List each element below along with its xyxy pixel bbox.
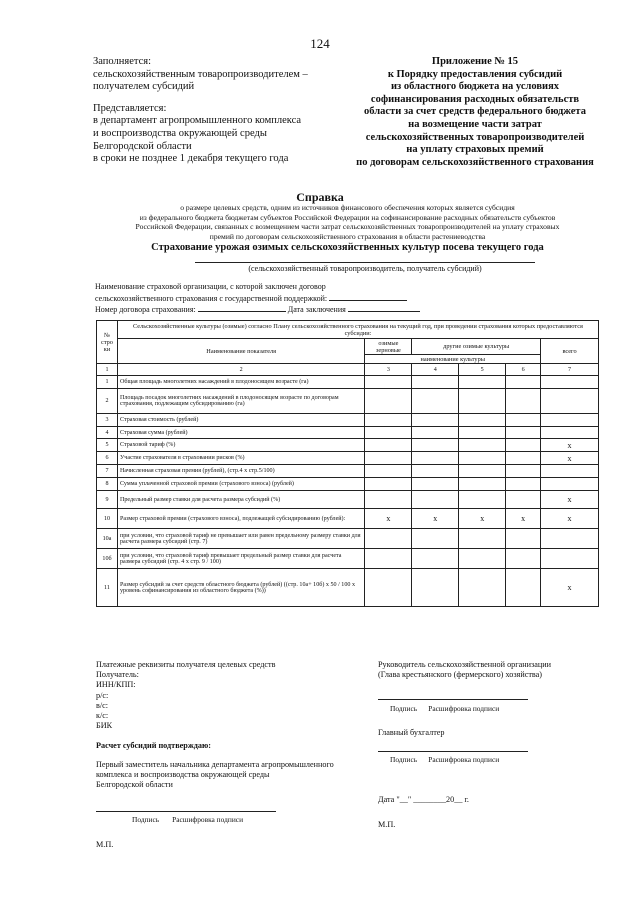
winter-grain-header: озимые зерновые bbox=[365, 339, 412, 355]
row-number: 1 bbox=[97, 376, 118, 389]
insurer-line: сельскохозяйственного страхования с государственной поддержкой: bbox=[95, 293, 328, 303]
value-cell[interactable] bbox=[541, 427, 599, 439]
value-cell[interactable] bbox=[365, 529, 412, 549]
header-right bbox=[340, 56, 610, 169]
value-cell[interactable] bbox=[459, 439, 506, 452]
subtitle-line: Российской Федерации, связанных с возмещением части затрат сельскохозяйственных товаропроизводителей на уплату страховых bbox=[135, 222, 560, 232]
value-cell[interactable] bbox=[365, 376, 412, 389]
value-cell[interactable] bbox=[541, 465, 599, 478]
table-row bbox=[97, 509, 599, 529]
official-line: Первый заместитель начальника департамента агропромышленного bbox=[96, 759, 334, 769]
row-indicator: Участие страхователя в страховании рисков (%) bbox=[117, 452, 364, 465]
table-row bbox=[97, 478, 599, 491]
contract-number-label: Номер договора страхования: bbox=[95, 305, 196, 314]
value-cell[interactable] bbox=[506, 439, 541, 452]
row-number: 9 bbox=[97, 491, 118, 509]
fill-line: получателем субсидий bbox=[93, 81, 195, 93]
recipient-caption: (сельскохозяйственный товаропроизводитель, получатель субсидий) bbox=[248, 264, 482, 273]
value-cell[interactable] bbox=[459, 569, 506, 607]
submit-line: Представляется: bbox=[93, 102, 167, 114]
value-cell[interactable] bbox=[365, 414, 412, 427]
submit-line: Белгородской области bbox=[93, 140, 192, 152]
insurer-block bbox=[95, 282, 420, 315]
table-row bbox=[97, 465, 599, 478]
value-cell[interactable] bbox=[412, 439, 459, 452]
row-indicator: при условии, что страховой тариф превышает предельный размер ставки для расчета размера субсидий (стр. 4 х стр. 9 / 100) bbox=[117, 549, 364, 569]
row-number: 10б bbox=[97, 549, 118, 569]
row-number: 10 bbox=[97, 509, 118, 529]
value-cell[interactable] bbox=[412, 465, 459, 478]
row-indicator: Размер субсидий за счет средств областного бюджета (рублей) ((стр. 10а+ 10б) х 50 / 100 х уровень софинансирования из областного бюджета (%)) bbox=[117, 569, 364, 607]
value-cell[interactable] bbox=[506, 376, 541, 389]
value-cell[interactable]: x bbox=[365, 509, 412, 529]
confirm-label: Расчет субсидий подтверждаю: bbox=[96, 741, 211, 751]
date-line[interactable]: Дата "__" ________20__ г. bbox=[378, 795, 469, 805]
value-cell[interactable] bbox=[412, 478, 459, 491]
crop-name-header: наименование культуры bbox=[365, 355, 541, 364]
table-row bbox=[97, 414, 599, 427]
value-cell[interactable] bbox=[365, 439, 412, 452]
page-number: 124 bbox=[310, 36, 330, 51]
value-cell[interactable] bbox=[459, 465, 506, 478]
value-cell[interactable] bbox=[541, 478, 599, 491]
appendix-line: по договорам сельскохозяйственного страхования bbox=[356, 156, 594, 168]
value-cell[interactable] bbox=[412, 427, 459, 439]
table-row bbox=[97, 491, 599, 509]
value-cell[interactable] bbox=[412, 376, 459, 389]
value-cell[interactable] bbox=[459, 414, 506, 427]
subsidy-table bbox=[96, 320, 599, 607]
value-cell[interactable] bbox=[541, 389, 599, 414]
table-row bbox=[97, 452, 599, 465]
value-cell[interactable]: x bbox=[541, 509, 599, 529]
row-indicator: Страховой тариф (%) bbox=[117, 439, 364, 452]
value-cell[interactable] bbox=[412, 529, 459, 549]
table-row bbox=[97, 389, 599, 414]
value-cell[interactable] bbox=[412, 452, 459, 465]
row-number: 10а bbox=[97, 529, 118, 549]
value-cell[interactable] bbox=[506, 549, 541, 569]
appendix-line: на возмещение части затрат bbox=[408, 118, 542, 130]
head-line: Руководитель сельскохозяйственной организации bbox=[378, 660, 552, 669]
table-row bbox=[97, 569, 599, 607]
appendix-line: софинансирования расходных обязательств bbox=[370, 93, 580, 105]
table-row bbox=[97, 376, 599, 389]
accountant-signature-line[interactable] bbox=[378, 742, 528, 752]
accountant-label: Главный бухгалтер bbox=[378, 727, 445, 737]
appendix-line: Приложение № 15 bbox=[431, 56, 519, 67]
value-cell[interactable] bbox=[506, 414, 541, 427]
index-cell: 6 bbox=[506, 364, 541, 376]
value-cell[interactable]: x bbox=[541, 491, 599, 509]
row-indicator: Размер страховой премии (страхового взноса), подлежащей субсидированию (рублей): bbox=[117, 509, 364, 529]
row-number: 3 bbox=[97, 414, 118, 427]
index-cell: 1 bbox=[97, 364, 118, 376]
row-indicator: Сумма уплаченной страховой премии (страхового взноса) (рублей) bbox=[117, 478, 364, 491]
bank-line: ИНН/КПП: bbox=[96, 680, 136, 690]
value-cell[interactable] bbox=[459, 491, 506, 509]
col-number-header: № стро ки bbox=[97, 321, 118, 364]
row-number: 6 bbox=[97, 452, 118, 465]
value-cell[interactable]: x bbox=[541, 569, 599, 607]
value-cell[interactable] bbox=[506, 569, 541, 607]
index-cell: 5 bbox=[459, 364, 506, 376]
value-cell[interactable] bbox=[506, 491, 541, 509]
value-cell[interactable] bbox=[541, 414, 599, 427]
value-cell[interactable] bbox=[412, 389, 459, 414]
value-cell[interactable] bbox=[541, 529, 599, 549]
row-number: 2 bbox=[97, 389, 118, 414]
fill-line: сельскохозяйственным товаропроизводителем – bbox=[93, 68, 308, 80]
row-indicator: Страховая сумма (рублей) bbox=[117, 427, 364, 439]
value-cell[interactable] bbox=[459, 452, 506, 465]
index-cell: 7 bbox=[541, 364, 599, 376]
row-number: 4 bbox=[97, 427, 118, 439]
value-cell[interactable] bbox=[541, 376, 599, 389]
row-number: 5 bbox=[97, 439, 118, 452]
row-indicator: при условии, что страховой тариф не превышает или равен предельному размеру ставки для расчета размера субсидий (стр. 7) bbox=[117, 529, 364, 549]
value-cell[interactable] bbox=[412, 491, 459, 509]
document-subtitle-bold: Страхование урожая озимых сельскохозяйственных культур посева текущего года bbox=[151, 242, 544, 253]
value-cell[interactable] bbox=[459, 376, 506, 389]
stamp-label: М.П. bbox=[378, 819, 396, 829]
head-line: (Глава крестьянского (фермерского) хозяйства) bbox=[378, 670, 543, 680]
table-row bbox=[97, 439, 599, 452]
header-left bbox=[93, 56, 333, 166]
value-cell[interactable]: x bbox=[541, 439, 599, 452]
indicator-header: Наименование показателя bbox=[117, 339, 364, 364]
insurer-line: Наименование страховой организации, с которой заключен договор bbox=[95, 282, 326, 291]
table-top-header: Сельскохозяйственные культуры (озимые) согласно Плану сельскохозяйственного страхования на текущий год, при проведении страхования которых предоставляются субсидии: bbox=[117, 321, 598, 339]
table-row bbox=[97, 427, 599, 439]
submit-line: и воспроизводства окружающей среды bbox=[93, 127, 267, 139]
appendix-line: к Порядку предоставления субсидий bbox=[387, 68, 563, 80]
fill-line: Заполняется: bbox=[93, 56, 151, 67]
sign-label: Подпись bbox=[390, 703, 418, 713]
value-cell[interactable] bbox=[506, 529, 541, 549]
value-cell[interactable] bbox=[412, 549, 459, 569]
table-row bbox=[97, 549, 599, 569]
submit-line: в департамент агропромышленного комплекса bbox=[93, 115, 302, 127]
recipient-fill-line[interactable] bbox=[195, 262, 535, 263]
value-cell[interactable]: x bbox=[459, 509, 506, 529]
value-cell[interactable] bbox=[506, 427, 541, 439]
bank-line: Платежные реквизиты получателя целевых средств bbox=[96, 660, 276, 669]
value-cell[interactable] bbox=[506, 452, 541, 465]
other-crops-header: другие озимые культуры bbox=[412, 339, 541, 355]
value-cell[interactable] bbox=[365, 452, 412, 465]
sign-label: Подпись bbox=[132, 815, 160, 825]
index-cell: 4 bbox=[412, 364, 459, 376]
value-cell[interactable] bbox=[459, 389, 506, 414]
bank-line: в/с: bbox=[96, 700, 109, 710]
subtitle-line: из федерального бюджета бюджетам субъектов Российской Федерации на софинансирование расходных обязательств субъектов bbox=[139, 212, 556, 222]
row-indicator: Страховая стоимость (рублей) bbox=[117, 414, 364, 427]
contract-date-fill[interactable] bbox=[348, 303, 420, 312]
document-title: Справка bbox=[296, 190, 344, 204]
row-number: 7 bbox=[97, 465, 118, 478]
value-cell[interactable]: x bbox=[541, 452, 599, 465]
row-number: 8 bbox=[97, 478, 118, 491]
value-cell[interactable] bbox=[459, 549, 506, 569]
index-cell: 2 bbox=[117, 364, 364, 376]
bank-line: Получатель: bbox=[96, 670, 139, 680]
appendix-line: сельскохозяйственных товаропроизводителей bbox=[365, 131, 585, 143]
row-number: 11 bbox=[97, 569, 118, 607]
appendix-line: области за счет средств федерального бюджета bbox=[364, 106, 586, 118]
decode-label: Расшифровка подписи bbox=[428, 703, 500, 713]
value-cell[interactable] bbox=[365, 491, 412, 509]
row-indicator: Предельный размер ставки для расчета размера субсидий (%) bbox=[117, 491, 364, 509]
official-line: Белгородской области bbox=[96, 780, 173, 790]
subtitle-line: премий по договорам сельскохозяйственного страхования в области растениеводства bbox=[209, 231, 486, 241]
decode-label: Расшифровка подписи bbox=[428, 755, 500, 765]
document-subtitle bbox=[95, 203, 600, 241]
bottom-right-block bbox=[378, 660, 551, 830]
table-row bbox=[97, 529, 599, 549]
total-header: всего bbox=[541, 339, 599, 364]
bank-line: БИК bbox=[96, 721, 113, 731]
value-cell[interactable] bbox=[365, 427, 412, 439]
value-cell[interactable] bbox=[365, 569, 412, 607]
index-cell: 3 bbox=[365, 364, 412, 376]
subtitle-line: о размере целевых средств, одним из источников финансового обеспечения которых является субсидия bbox=[180, 203, 515, 212]
value-cell[interactable] bbox=[365, 389, 412, 414]
appendix-line: на уплату страховых премий bbox=[406, 144, 544, 156]
bottom-left-block bbox=[96, 660, 334, 850]
stamp-label: М.П. bbox=[96, 839, 114, 849]
row-indicator: Площадь посадок многолетних насаждений в плодоносящем возрасте по договорам страхования, подлежащим субсидированию (га) bbox=[117, 389, 364, 414]
value-cell[interactable] bbox=[506, 478, 541, 491]
value-cell[interactable] bbox=[365, 465, 412, 478]
value-cell[interactable] bbox=[459, 529, 506, 549]
value-cell[interactable] bbox=[365, 549, 412, 569]
value-cell[interactable] bbox=[412, 569, 459, 607]
row-indicator: Начисленная страховая премия (рублей), (стр.4 х стр.5/100) bbox=[117, 465, 364, 478]
decode-label: Расшифровка подписи bbox=[172, 815, 244, 825]
submit-line: в сроки не позднее 1 декабря текущего года bbox=[93, 153, 289, 165]
value-cell[interactable] bbox=[506, 465, 541, 478]
value-cell[interactable] bbox=[506, 389, 541, 414]
contract-date-label: Дата заключения bbox=[287, 305, 346, 314]
value-cell[interactable] bbox=[365, 478, 412, 491]
head-signature-line[interactable] bbox=[378, 690, 528, 700]
sign-label: Подпись bbox=[390, 755, 418, 765]
bank-line: р/с: bbox=[96, 690, 109, 700]
insurer-fill[interactable] bbox=[329, 292, 407, 301]
value-cell[interactable] bbox=[459, 478, 506, 491]
value-cell[interactable]: x bbox=[412, 509, 459, 529]
bank-line: к/с: bbox=[96, 711, 109, 721]
value-cell[interactable] bbox=[459, 427, 506, 439]
value-cell[interactable] bbox=[412, 414, 459, 427]
row-indicator: Общая площадь многолетних насаждений в плодоносящем возрасте (га) bbox=[117, 376, 364, 389]
official-line: комплекса и воспроизводства окружающей среды bbox=[96, 769, 270, 779]
official-signature-line[interactable] bbox=[96, 802, 276, 812]
appendix-line: из областного бюджета на условиях bbox=[390, 81, 560, 93]
contract-number-fill[interactable] bbox=[198, 303, 286, 312]
value-cell[interactable]: x bbox=[506, 509, 541, 529]
value-cell[interactable] bbox=[541, 549, 599, 569]
